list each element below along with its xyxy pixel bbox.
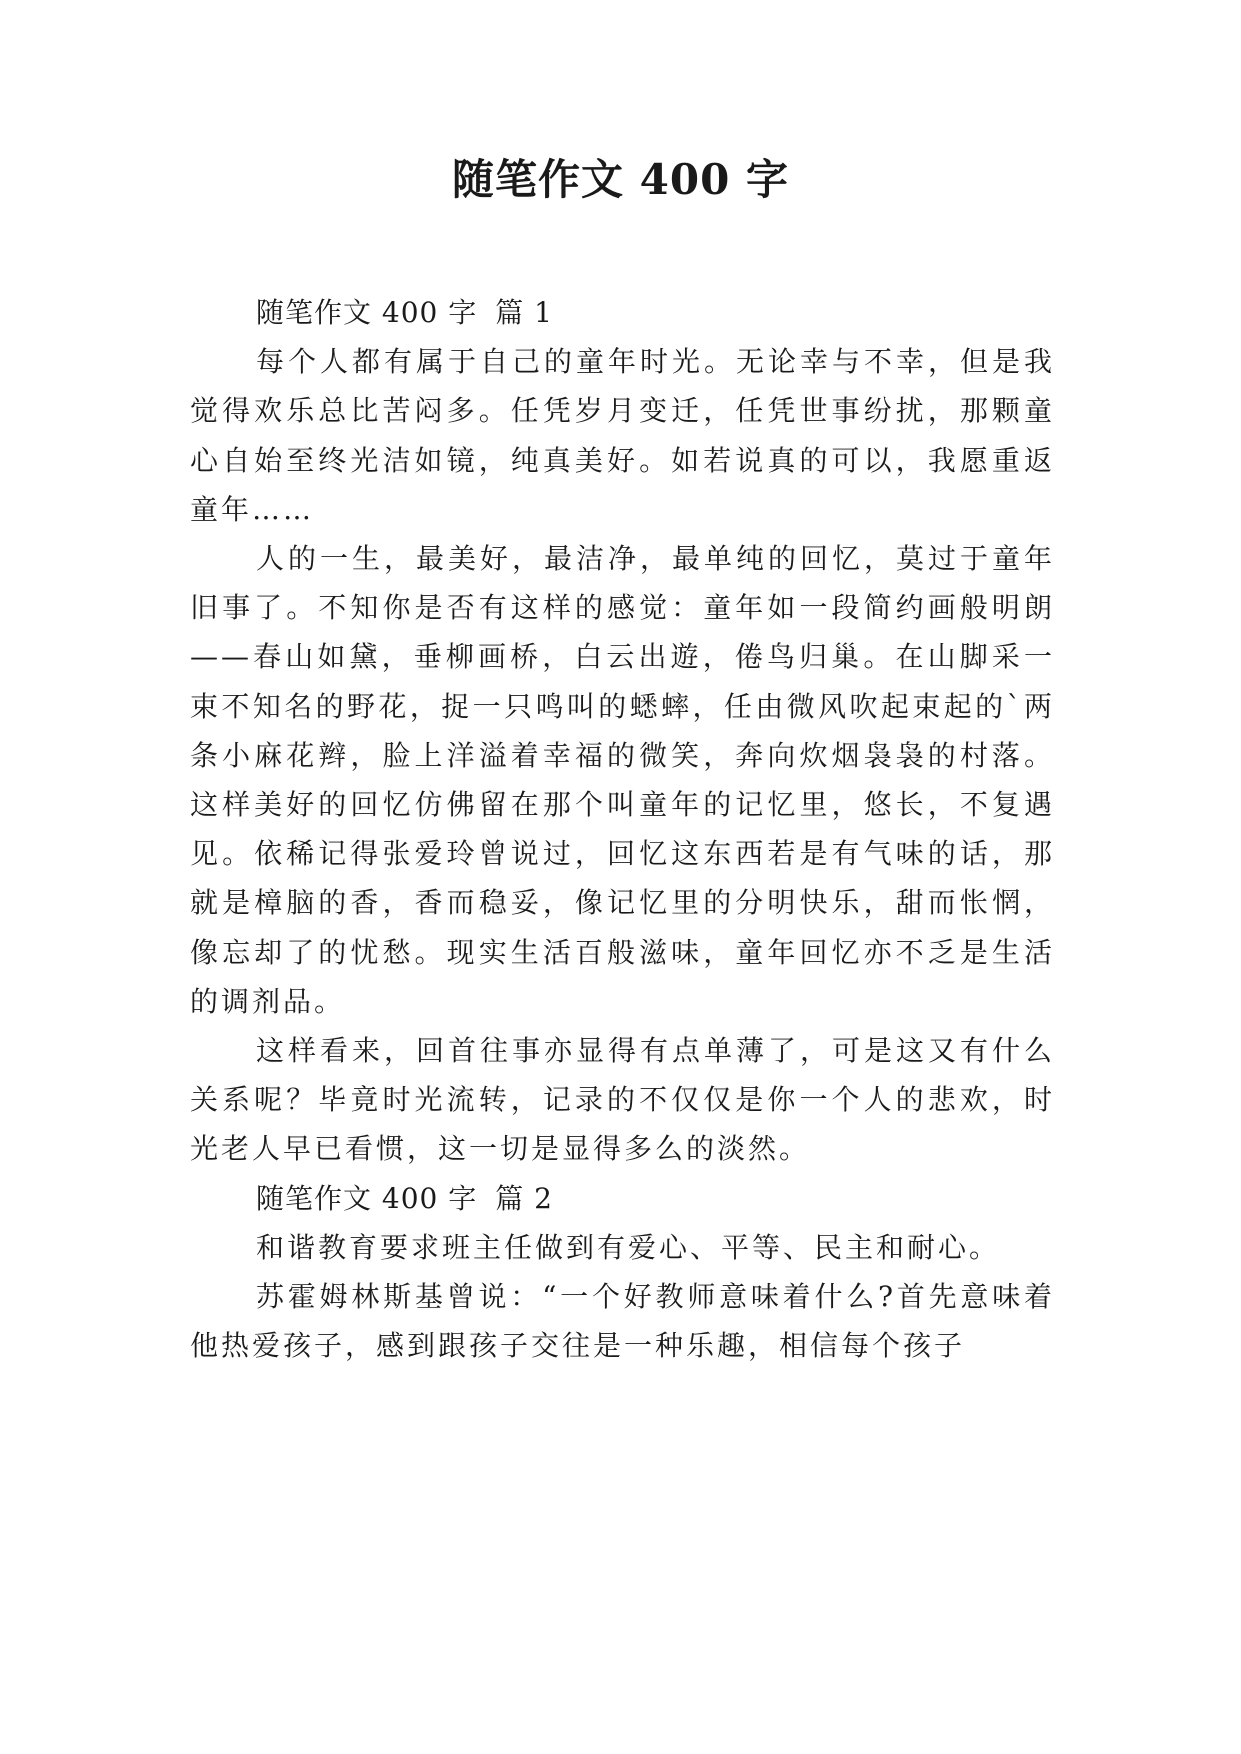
section-heading-text: 随笔作文 400 字 <box>256 1181 478 1215</box>
section-number: 篇 1 <box>495 296 553 329</box>
paragraph: 和谐教育要求班主任做到有爱心、平等、民主和耐心。 <box>256 1230 1001 1264</box>
section-number: 篇 2 <box>495 1181 553 1215</box>
section-heading-2 <box>190 1174 1055 1223</box>
paragraph: 人的一生，最美好，最洁净，最单纯的回忆，莫过于童年旧事了。不知你是否有这样的感觉：童年如一段简约画般明朗——春山如黛，垂柳画桥，白云出遊，倦鸟归巢。在山脚采一束不知名的野花，捉一只鸣叫的蟋蟀，任由微风吹起束起的`两条小麻花辫，脸上洋溢着幸福的微笑，奔向炊烟袅袅的村落。这样美好的回忆仿佛留在那个叫童年的记忆里，悠长，不复遇见。依稀记得张爱玲曾说过，回忆这东西若是有气味的话，那就是樟脑的香，香而稳妥，像记忆里的分明快乐，甜而怅惘，像忘却了的忧愁。现实生活百般滋味，童年回忆亦不乏是生活的调剂品。 <box>190 542 1055 1018</box>
section-heading-text: 随笔作文 400 字 <box>256 296 478 329</box>
paragraph: 这样看来，回首往事亦显得有点单薄了，可是这又有什么关系呢？毕竟时光流转，记录的不仅仅是你一个人的悲欢，时光老人早已看惯，这一切是显得多么的淡然。 <box>190 1034 1055 1166</box>
paragraph: 每个人都有属于自己的童年时光。无论幸与不幸，但是我觉得欢乐总比苦闷多。任凭岁月变迁，任凭世事纷扰，那颗童心自始至终光洁如镜，纯真美好。如若说真的可以，我愿重返童年…… <box>190 345 1055 526</box>
paragraph: 苏霍姆林斯基曾说：“一个好教师意味着什么?首先意味着他热爱孩子，感到跟孩子交往是一种乐趣，相信每个孩子 <box>190 1280 1055 1363</box>
document-title: 随笔作文 400 字 <box>452 155 789 204</box>
section-heading-1 <box>190 288 1055 337</box>
document-body <box>190 288 1055 1370</box>
